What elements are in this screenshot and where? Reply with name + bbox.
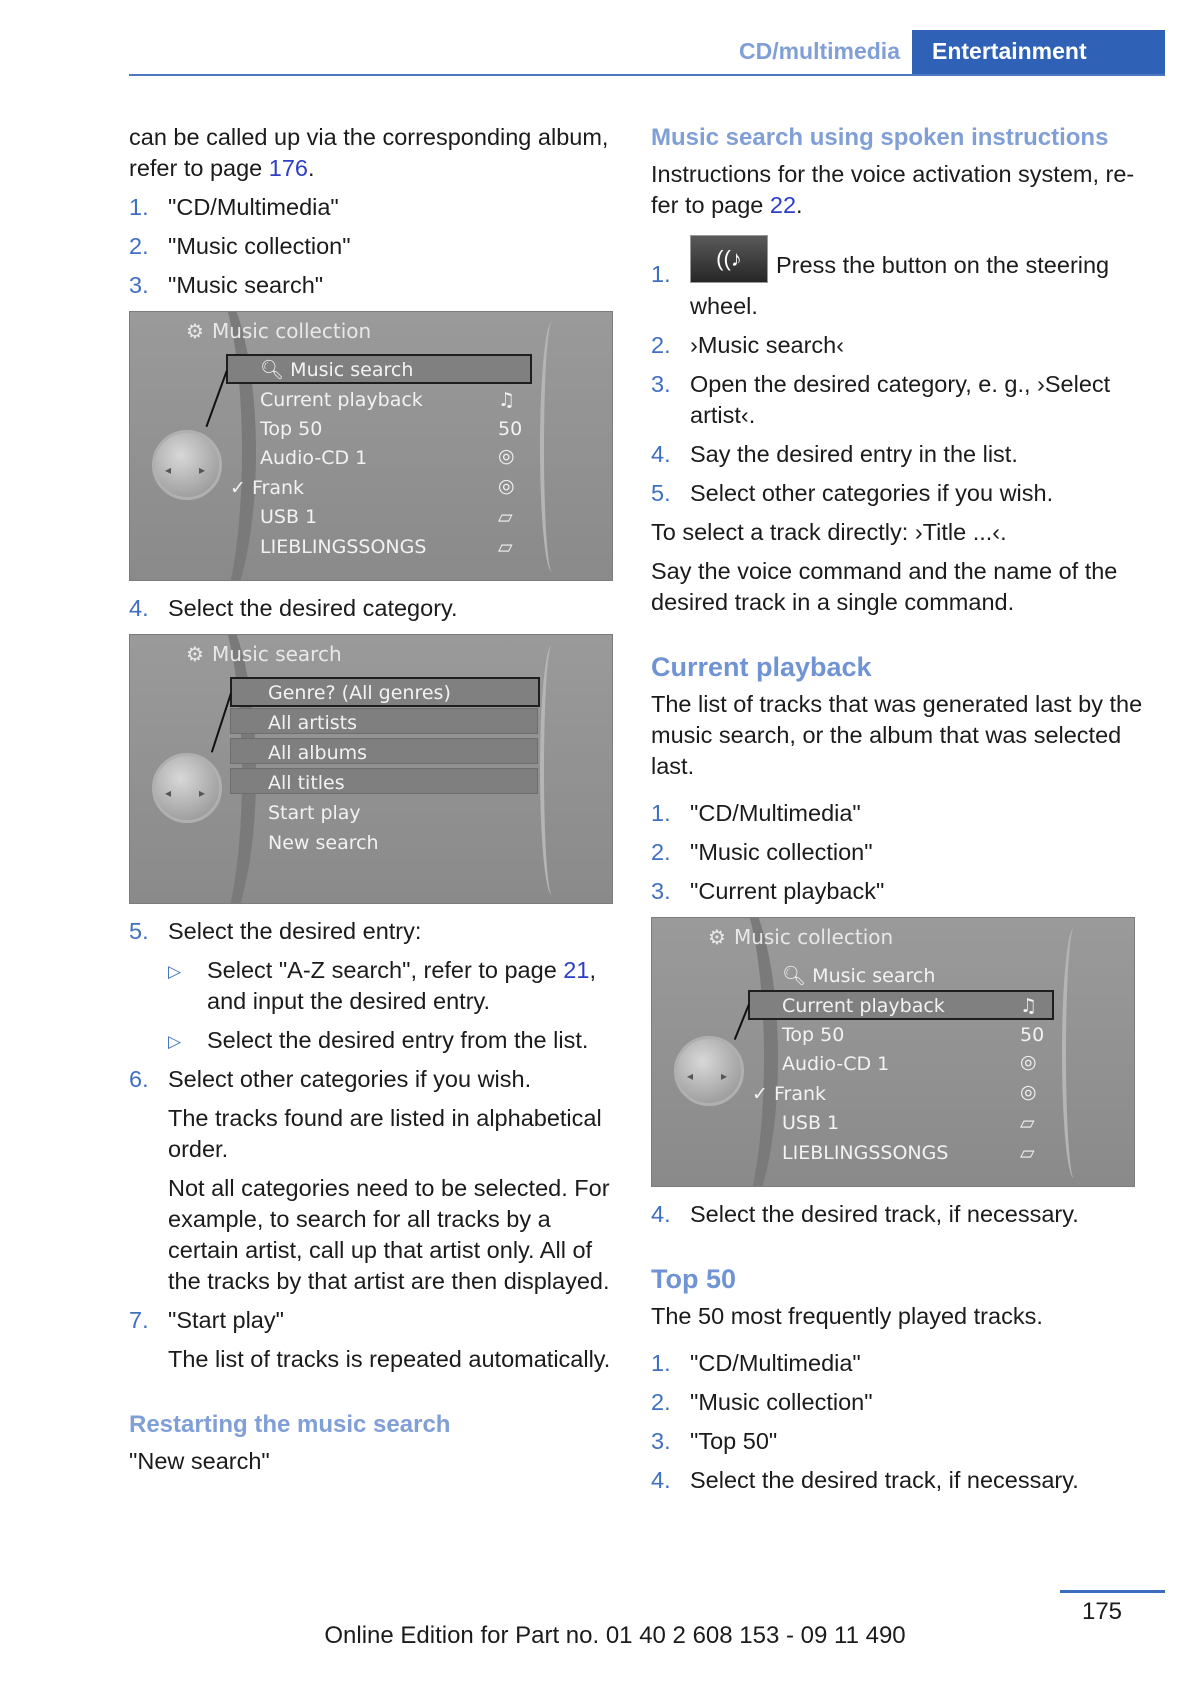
menu-item-frank: ✓ Frank: [752, 1083, 827, 1105]
menu-item-current-playback: Current playback: [260, 389, 423, 411]
menu-item-all-albums: All albums: [268, 742, 368, 764]
menu-gear-icon: ⚙: [186, 642, 204, 666]
list-item: 5. Select the desired entry:: [129, 918, 422, 944]
header-chapter-tab: Entertainment: [912, 30, 1165, 75]
list-item: 1. ((♪ Press the button on the steering wheel.: [651, 243, 1146, 322]
restart-heading: Restarting the music search: [129, 1411, 451, 1438]
checkmark-icon: ✓: [752, 1083, 768, 1105]
controller-knob-icon: ◂ ▸: [152, 753, 222, 823]
page-number-rule: [1060, 1590, 1165, 1593]
menu-item-music-search: 🔍︎ Music search: [782, 965, 936, 987]
header-rule: [129, 74, 1165, 76]
direct-select-text: To select a track directly: ›Title ...‹.: [651, 519, 1007, 545]
list-item: 1. "CD/Multimedia": [129, 194, 339, 220]
folder-icon: ▱: [1020, 1142, 1035, 1164]
music-search-screenshot: [129, 634, 613, 904]
menu-item-music-search: 🔍︎ Music search: [260, 359, 414, 381]
list-item: 3. "Current playback": [651, 878, 885, 904]
menu-item-current-playback: Current playback: [782, 995, 945, 1017]
voice-command-button-icon: ((♪: [690, 235, 768, 283]
folder-icon: ▱: [498, 506, 513, 528]
list-item: 3. "Top 50": [651, 1428, 778, 1454]
menu-item-frank: ✓ Frank: [230, 477, 305, 499]
header-section-title: CD/multimedia: [738, 38, 900, 64]
menu-item-usb: USB 1: [782, 1112, 840, 1134]
voice-intro: Instructions for the voice activation system, refer to page 22.: [651, 161, 1135, 218]
menu-gear-icon: ⚙: [708, 925, 726, 949]
step6-note-2: Not all categories need to be selected. For example, to search for all tracks by a certain artist, call up that artist only. All of the tracks by that artist are then displayed.: [168, 1175, 610, 1294]
list-item: 1. "CD/Multimedia": [651, 1350, 861, 1376]
list-item: 7. "Start play": [129, 1307, 284, 1333]
magnifier-icon: 🔍︎: [260, 359, 291, 381]
current-playback-screenshot: [651, 917, 1135, 1187]
edition-footer: Online Edition for Part no. 01 40 2 608 153 - 09 11 490: [324, 1622, 906, 1649]
list-item: 5. Select other categories if you wish.: [651, 480, 1054, 506]
menu-item-genre: Genre? (All genres): [268, 682, 451, 704]
top-50-value: 50: [498, 418, 523, 440]
cd-icon: ◎: [498, 445, 515, 467]
list-item: 1. "CD/Multimedia": [651, 800, 861, 826]
menu-item-all-artists: All artists: [268, 712, 358, 734]
list-item: 3. "Music search": [129, 272, 324, 298]
current-playback-heading: Current playback: [651, 652, 872, 682]
left-column: [129, 122, 619, 1485]
current-playback-text: The list of tracks that was generated last by the music search, or the album that was selected last.: [651, 691, 1143, 779]
page-link-21[interactable]: 21: [563, 957, 590, 983]
music-collection-screenshot: [129, 311, 613, 581]
page-link-22[interactable]: 22: [769, 192, 797, 218]
step7-note: The list of tracks is repeated automatically.: [168, 1346, 611, 1372]
menu-item-all-titles: All titles: [268, 772, 345, 794]
top-50-text: The 50 most frequently played tracks.: [651, 1303, 1043, 1329]
playlist-icon: ♫: [1020, 995, 1038, 1017]
list-item: 2. "Music collection": [651, 1389, 873, 1415]
screen-title: ⚙ Music collection: [708, 925, 894, 949]
controller-knob-icon: ◂ ▸: [674, 1036, 744, 1106]
menu-item-top-50: Top 50: [260, 418, 323, 440]
menu-item-lieblingssongs: LIEBLINGSSONGS: [260, 536, 427, 558]
sub-list-item: ▷ Select "A-Z search", refer to page 21, and input the desired entry.: [168, 957, 596, 1014]
list-item: 3. Open the desired category, e. g., ›Select artist‹.: [651, 371, 1111, 428]
right-column: [651, 122, 1146, 1504]
page-number: 175: [1081, 1598, 1123, 1625]
step6-note: The tracks found are listed in alphabetical order.: [168, 1105, 602, 1162]
intro-paragraph: can be called up via the corresponding album, refer to page 176.: [129, 124, 609, 181]
page-link-176[interactable]: 176: [268, 155, 309, 181]
list-item: 6. Select other categories if you wish.: [129, 1066, 532, 1092]
menu-gear-icon: ⚙: [186, 319, 204, 343]
cd-icon: ◎: [1020, 1081, 1037, 1103]
cd-icon: ◎: [498, 475, 515, 497]
menu-item-usb: USB 1: [260, 506, 318, 528]
playlist-icon: ♫: [498, 389, 516, 411]
list-item: 4. Say the desired entry in the list.: [651, 441, 1018, 467]
list-item: 2. "Music collection": [651, 839, 873, 865]
menu-item-top-50: Top 50: [782, 1024, 845, 1046]
menu-item-lieblingssongs: LIEBLINGSSONGS: [782, 1142, 949, 1164]
menu-item-start-play: Start play: [268, 802, 361, 824]
folder-icon: ▱: [498, 536, 513, 558]
sub-list-item: ▷ Select the desired entry from the list.: [168, 1025, 619, 1056]
checkmark-icon: ✓: [230, 477, 246, 499]
triangle-bullet-icon: ▷: [168, 1032, 182, 1051]
cd-icon: ◎: [1020, 1051, 1037, 1073]
top-50-heading: Top 50: [651, 1264, 737, 1294]
list-item: 2. "Music collection": [129, 233, 351, 259]
list-item: 2. ›Music search‹: [651, 332, 845, 358]
list-item: 4. Select the desired track, if necessary.: [651, 1201, 1079, 1227]
folder-icon: ▱: [1020, 1112, 1035, 1134]
voice-heading: Music search using spoken instructions: [651, 124, 1109, 151]
screen-title: ⚙ Music search: [186, 642, 342, 666]
list-item: 4. Select the desired category.: [129, 595, 458, 621]
direct-select-text-2: Say the voice command and the name of the desired track in a single command.: [651, 558, 1118, 615]
top-50-value: 50: [1020, 1024, 1045, 1046]
menu-item-audio-cd: Audio-CD 1: [260, 447, 368, 469]
menu-item-audio-cd: Audio-CD 1: [782, 1053, 890, 1075]
controller-knob-icon: ◂ ▸: [152, 430, 222, 500]
list-item: 4. Select the desired track, if necessary.: [651, 1467, 1079, 1493]
magnifier-icon: 🔍︎: [782, 965, 813, 987]
triangle-bullet-icon: ▷: [168, 962, 182, 981]
screen-title: ⚙ Music collection: [186, 319, 372, 343]
menu-item-new-search: New search: [268, 832, 379, 854]
restart-text: "New search": [129, 1448, 270, 1474]
